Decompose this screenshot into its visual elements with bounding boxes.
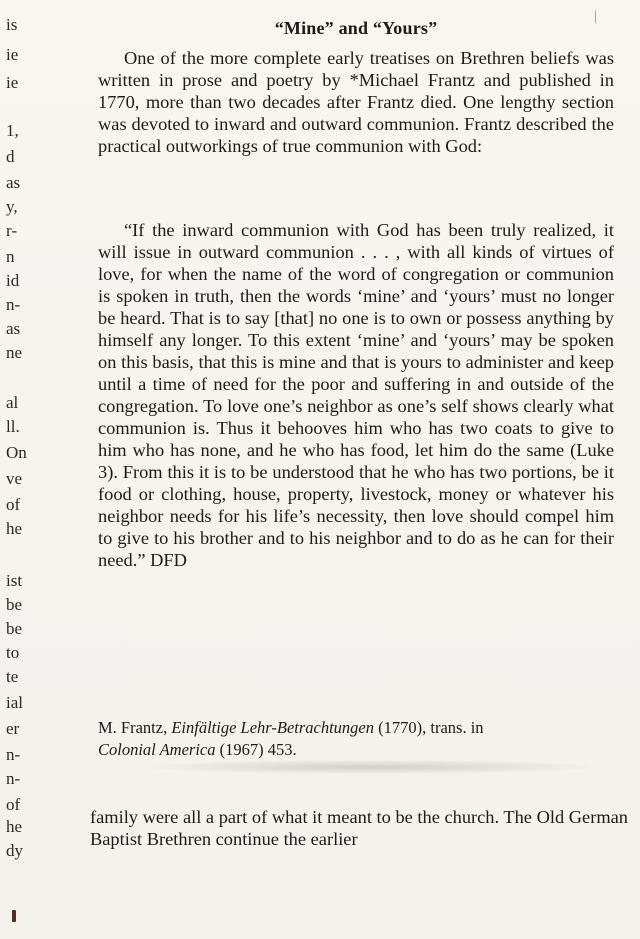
margin-fragment: he (6, 817, 23, 836)
source-citation (98, 717, 614, 761)
margin-fragment: dy (6, 841, 23, 860)
margin-fragment: ie (6, 45, 19, 64)
margin-fragment: as (6, 319, 21, 338)
margin-fragment: er (6, 719, 20, 738)
margin-fragment: ial (6, 693, 23, 712)
margin-fragment: be (6, 595, 23, 614)
section-heading: “Mine” and “Yours” (274, 18, 438, 38)
margin-fragment: ll. (6, 417, 20, 436)
continuation-paragraph: family were all a part of what it meant to be the church. The Old German Baptist Brethren continue the earlier (90, 807, 628, 849)
margin-fragment: to (6, 643, 20, 662)
margin-fragment: of (6, 495, 21, 514)
margin-fragment: d (6, 147, 15, 166)
margin-fragment: ne (6, 343, 23, 362)
margin-fragment: ve (6, 469, 23, 488)
citation-work: Einfältige Lehr-Betrachtungen (171, 718, 375, 737)
margin-fragment: On (6, 443, 27, 462)
margin-fragment: 1, (6, 121, 19, 140)
edge-mark (12, 910, 16, 922)
citation-author: M. Frantz, (98, 718, 168, 737)
margin-fragment: n- (6, 745, 21, 764)
margin-fragment: be (6, 619, 23, 638)
intro-paragraph: One of the more complete early treatises on Brethren beliefs was written in prose and poetry by *Michael Frantz and published in 1770, more than two decades after Frantz died. One lengthy section was devoted to inward and outward communion. Frantz described the practical outworkings of true communion with God: (98, 48, 614, 156)
margin-fragment: te (6, 667, 19, 686)
margin-fragment: al (6, 393, 19, 412)
margin-fragment: ie (6, 73, 19, 92)
scan-smudge (150, 760, 590, 774)
citation-work-detail: (1770), trans. in (374, 718, 484, 737)
margin-fragment: y, (6, 197, 18, 216)
margin-fragment: n- (6, 295, 21, 314)
margin-fragment: he (6, 519, 23, 538)
margin-fragment: n- (6, 769, 21, 788)
margin-fragment: r- (6, 221, 17, 240)
quote-paragraph: “If the inward communion with God has been truly realized, it will issue in outward communion . . . , with all kinds of virtues of love, for when the name of the word of congregation or communion is spoken in truth, then the words ‘mine’ and ‘yours’ must no longer be heard. That is to say [that] no one is to own or possess anything by himself any longer. To this extent ‘mine’ and ‘yours’ may be spoken on this basis, that this is mine and that is yours to administer and keep until a time of need for the poor and suffering in and outside of the congregation. To love one’s neighbor as one’s self shows clearly what communion is. Thus it behooves him who has two coats to give to him who has none, and he who has food, let him do the same (Luke 3). From this it is to be understood that he who has two portions, be it food or clothing, house, property, livestock, money or whatever his neighbor needs for his life’s necessity, then love should compel him to give to his brother and to his neighbor and to do as he can for their need.” DFD (98, 220, 614, 570)
margin-fragment: ist (6, 571, 23, 590)
citation-source: Colonial America (98, 740, 216, 759)
margin-fragment: of (6, 795, 21, 814)
margin-fragment: is (6, 15, 18, 34)
margin-fragment: n (6, 247, 15, 266)
margin-fragment: id (6, 271, 20, 290)
citation-source-detail: (1967) 453. (215, 740, 297, 759)
margin-fragment: as (6, 173, 21, 192)
